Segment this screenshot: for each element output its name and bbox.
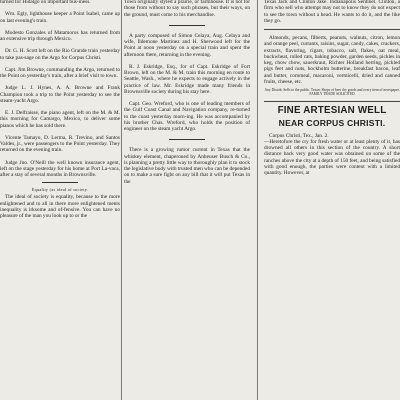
paragraph-hynes: Judge L. J. Hynes, A. A. Browne and Frank Champion took a trip to the Point yesterday to see the steam-yacht Argo. <box>0 85 120 104</box>
divider-right-2 <box>264 101 400 102</box>
dateline-corpus-christi: Corpus Christi, Tex., Jan. 2. <box>269 132 329 139</box>
paragraph-wreford: Capt. Geo. Wreford, who is one of leading members of the Gulf Coast Canal and Navigation company, re-turned to the coast yesterday morn-ing. He was accompanied by his brother Chas. Wreford, who holds the position of engineer on the steam yacht Argo. <box>124 101 250 132</box>
paragraph-oneill: Judge Jno. O'Neill the well known insurance agent, left on the stage yesterday for his home at Port La-vaca, after a stay of several months in Brownsville. <box>0 159 120 178</box>
divider-mid-2 <box>169 139 205 140</box>
paragraph-celaya-party: A party composed of Simon Celaya, Aug. Celaya and wife, Ildemone Martinez and H. Sherwood left for the Point at noon yesterday on a special train and spent the afternoon there, returning in the evening. <box>124 32 250 58</box>
paragraph-eskridge: R. J. Eskridge, Esq., for of Capt. Eskridge of Fort Brown, left on the M. & M. train this morning en route to Seattle, Wash., where he expects to engage actively in the practice of law. Mr. Eskridge made many friends in Brownsville society during his stay here. <box>124 63 250 95</box>
column-middle <box>124 0 250 400</box>
fine-print-ad: Any Distrib. Sells to the public. Texan. Shops of beer dry goods and every item of newspaper. FAMILY TRADE SOLICITED <box>264 88 400 97</box>
paragraph-gonzales: Modesto Gonzales of Matamoros has returned from an extensive trip through Mexico. <box>0 29 120 42</box>
paragraph-delfraisse: E. J. Delfraisse, the piano agent, left on the M. & M. this morning for Camargo, Mexico, to deliver some pianos which he has sold there. <box>0 110 120 129</box>
paragraph-tamayo: Vicente Tamayo, D. Lerma, R. Trevino, and Santos Valdes, jr., were passengers to the Point yesterday. They returned on the evening train. <box>0 134 120 154</box>
paragraph-egly: Wm. Egly, lighthouse keeper a Point Isabel, came up on last evening's train. <box>0 11 120 24</box>
column-rule-left <box>121 0 122 400</box>
column-right <box>264 0 400 400</box>
divider-mid-1 <box>169 25 205 26</box>
headline-corpus-christi: NEAR CORPUS CHRISTI. <box>278 118 386 129</box>
paragraph-whiskey-rumor: There is a growing rumor current in Texas that the whiskey element, chaperoned by Anheuser Busch & Co., is planning a pretty little way to thoroughly plan it to stock the legislative body with trusted men who can be depended on to make a sure fight on any bill that it will put Texas in the <box>124 147 250 185</box>
column-rule-right <box>257 0 258 400</box>
paragraph-town: Town originally styled a prairie, or farmhouse. It is not for those from without to say such phrases, but their ways, on the ground, must come to his merchandise. <box>124 0 250 18</box>
headline-artesian-well: FINE ARTESIAN WELL <box>277 104 387 116</box>
paragraph-artesian-well: —Heretofore the cry for fresh water or at least plenty of it, has drowned all others in this section of the country. A short distance back very good water was obtained on some of the ranches above the city at a depth of 150 feet, and being satisfied with good enough, the parties were content with a limited quantity. However, at <box>264 138 400 177</box>
paragraph-grocery-list: Almonds, pecans, filberts, peanuts, walnuts, citron, lemon and orange peel, currants, raisins, sugar, candy, cakes, crackers, extracts, flavoring, cigars, tobacco, salt, flakes, oat meal, buckwheat, rolled cats, baking powder, garden seeds, pickles in keg, chow chow, sauerkraut, Richter Holland herring, pickled pigs feet and nuts, hockholm butterine, breakfast bacon, leaf and butter, cornmeal, macaroni, vermicelli, dried and canned fruits, cheese, etc. <box>264 35 400 85</box>
column-left <box>0 0 120 400</box>
paragraph-equality: The ideal of society is equality, because to the more enlightened and to all in there more enlightened ments inequality is irksome and of-fensive. You can have no pleasure of the man you look up to or the <box>0 194 120 219</box>
section-heading-equality: Equality (as ideal of society. <box>31 187 89 193</box>
paragraph-scott: Dr. G. H. Scott left on the Rio Grande train yesterday to take pas-sage on the Argo for Corpus Christi. <box>0 48 120 61</box>
paragraph-texas-jack: Texas Jack and Clinton Jake. Indianapolis Sentinel. Clinton, a firm who sell who attempt may not to know they do not expect to see the town without a head. He wants to do it, and the like they go. <box>264 0 400 24</box>
divider-right-1 <box>264 29 400 30</box>
paragraph-browne: Capt. Jim Browne, commanding the Argo, returned to the Point on yesterday's train, after a brief visit to town. <box>0 66 120 79</box>
section-divider <box>42 182 78 183</box>
paragraph-hidalgo: turned for Hidalgo on important bus-iness. <box>0 0 91 5</box>
